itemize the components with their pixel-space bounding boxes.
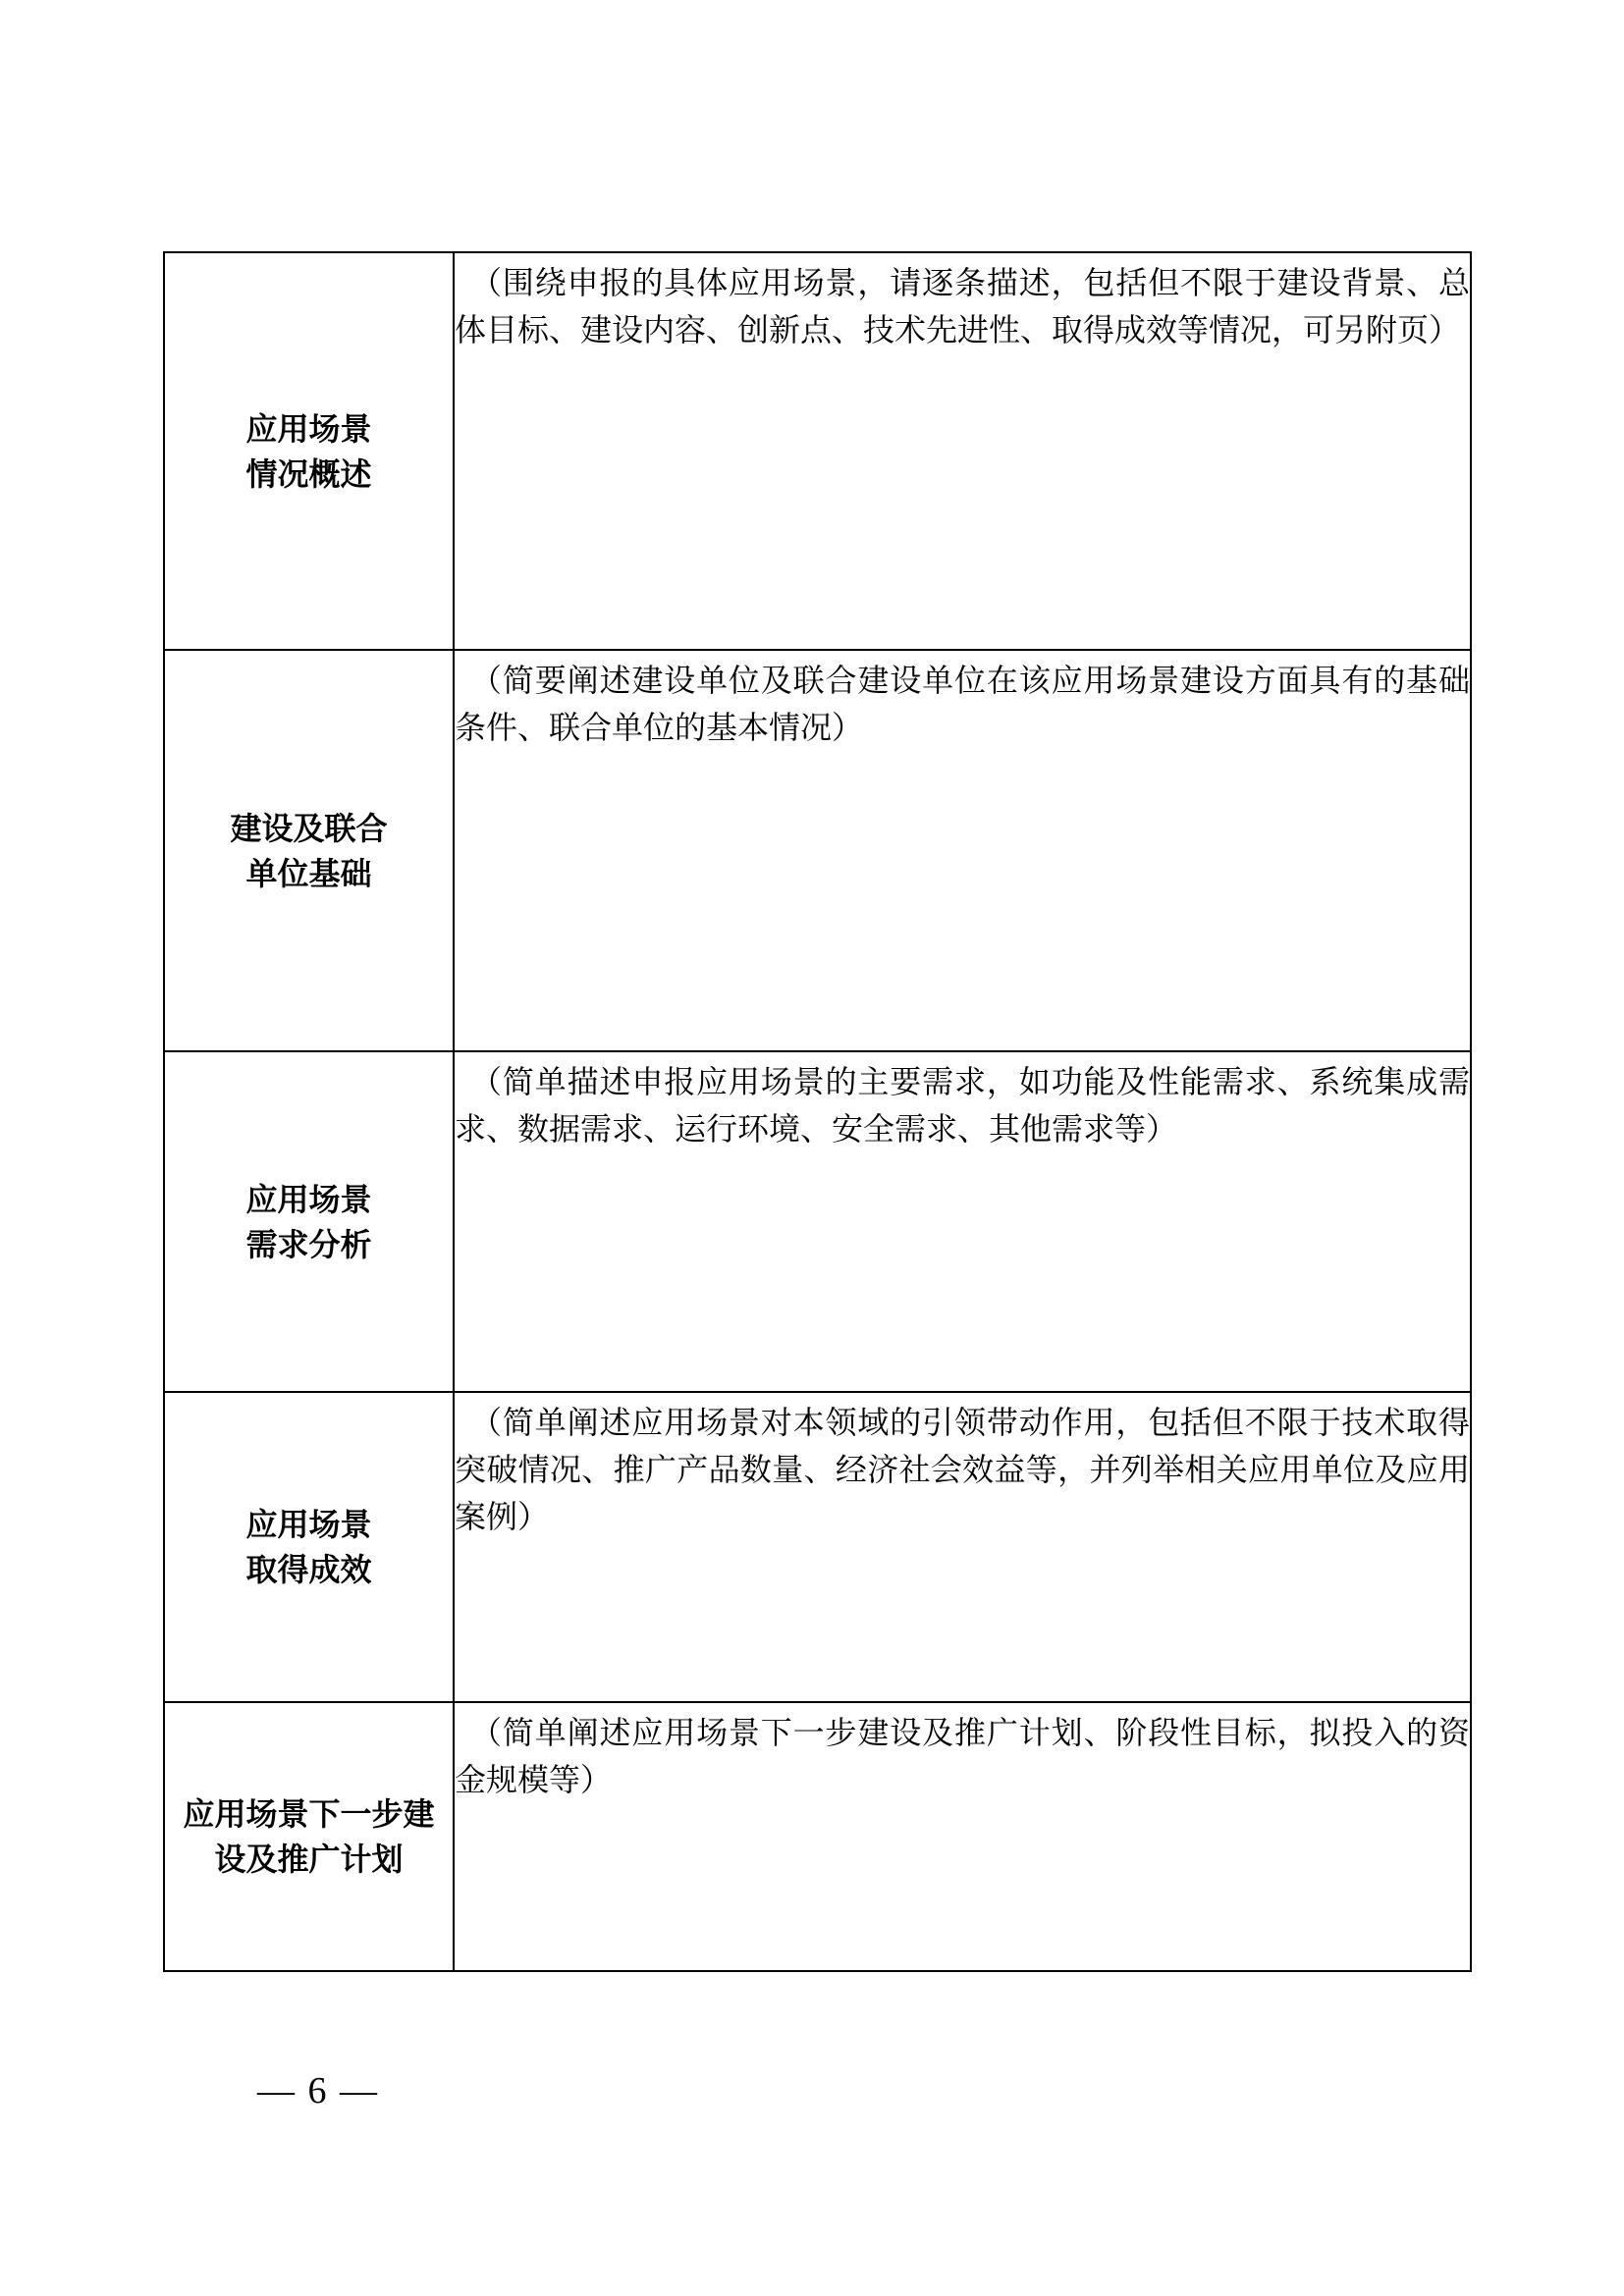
row-label xyxy=(164,252,454,650)
row-label-line: 设及推广计划 xyxy=(214,1841,404,1878)
row-label-line: 需求分析 xyxy=(245,1225,372,1263)
content-field[interactable] xyxy=(454,1051,1471,1392)
content-field[interactable] xyxy=(454,1392,1471,1702)
page-number: — 6 — xyxy=(257,2070,379,2111)
row-label xyxy=(164,1392,454,1702)
field-hint-text: （简单阐述应用场景下一步建设及推广计划、阶段性目标，拟投入的资金规模等） xyxy=(455,1714,1470,1798)
field-hint-text: （围绕申报的具体应用场景，请逐条描述，包括但不限于建设背景、总体目标、建设内容、创新点、技术先进性、取得成效等情况，可另附页） xyxy=(455,264,1470,348)
table-row xyxy=(164,1392,1471,1702)
row-label xyxy=(164,1702,454,1971)
content-field[interactable] xyxy=(454,1702,1471,1971)
field-hint-text: （简单阐述应用场景对本领域的引领带动作用，包括但不限于技术取得突破情况、推广产品数量、经济社会效益等，并列举相关应用单位及应用案例） xyxy=(455,1404,1470,1535)
row-label xyxy=(164,650,454,1051)
field-hint-text: （简要阐述建设单位及联合建设单位在该应用场景建设方面具有的基础条件、联合单位的基本情况） xyxy=(455,662,1470,746)
row-label xyxy=(164,1051,454,1392)
table-row xyxy=(164,252,1471,650)
row-label-line: 情况概述 xyxy=(245,454,372,493)
application-form-table xyxy=(163,251,1472,1972)
field-hint-text: （简单描述申报应用场景的主要需求，如功能及性能需求、系统集成需求、数据需求、运行环境、安全需求、其他需求等） xyxy=(455,1063,1470,1148)
row-label-line: 建设及联合 xyxy=(230,809,388,847)
table-row xyxy=(164,1702,1471,1971)
content-field[interactable] xyxy=(454,650,1471,1051)
row-label-line: 应用场景 xyxy=(245,1506,372,1543)
table-row xyxy=(164,650,1471,1051)
content-field[interactable] xyxy=(454,252,1471,650)
row-label-line: 单位基础 xyxy=(245,854,372,892)
row-label-line: 应用场景下一步建 xyxy=(183,1795,435,1833)
row-label-line: 应用场景 xyxy=(245,1180,372,1218)
table-row xyxy=(164,1051,1471,1392)
row-label-line: 应用场景 xyxy=(245,409,372,448)
row-label-line: 取得成效 xyxy=(245,1551,372,1588)
